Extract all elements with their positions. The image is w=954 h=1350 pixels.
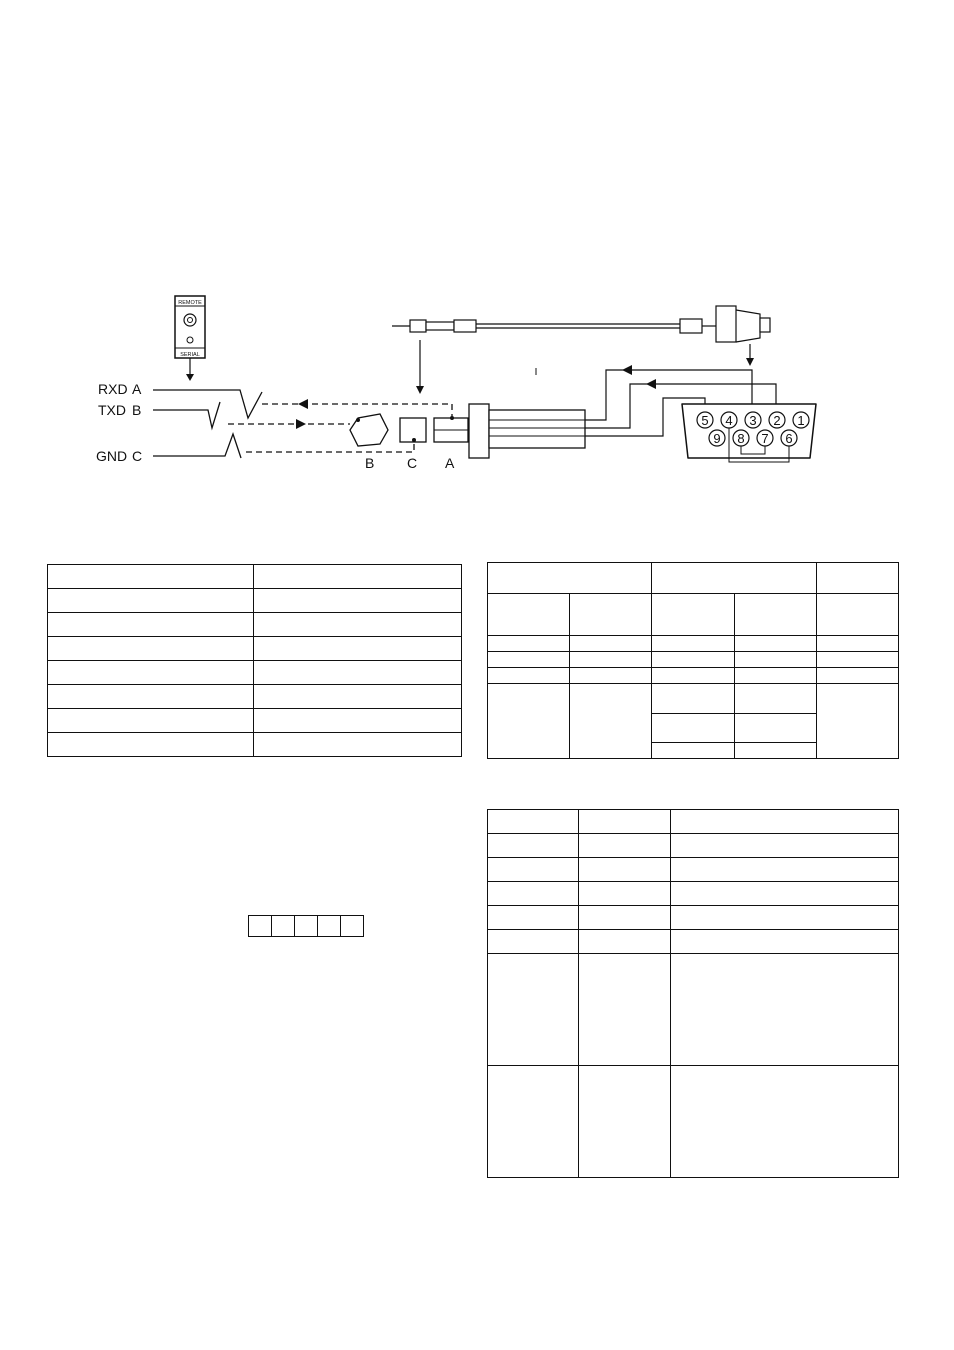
code-boxes [248, 915, 364, 937]
svg-text:8: 8 [737, 431, 745, 446]
arrow-right-icon [296, 419, 306, 429]
panel-bottom-label: SERIAL [180, 352, 200, 358]
svg-text:5: 5 [701, 413, 709, 428]
signal-gnd-label: GND [96, 448, 128, 464]
command-table [487, 809, 899, 1178]
plug-letter-c: C [407, 455, 418, 471]
arrow-down-icon [746, 358, 754, 366]
code-box [249, 916, 272, 936]
plug-letter-a: A [445, 455, 455, 471]
code-box [341, 916, 363, 936]
pin-table [487, 562, 899, 759]
arrow-down-icon [416, 386, 424, 394]
signal-rxd-label: RXD [98, 381, 128, 397]
settings-table [47, 564, 462, 757]
arrow-left-icon [646, 379, 656, 389]
dsub-plug-icon [716, 306, 736, 342]
code-box [295, 916, 318, 936]
signal-rxd-terminal: A [132, 381, 142, 397]
svg-text:9: 9 [713, 431, 721, 446]
wiring-diagram [0, 0, 954, 480]
signal-txd-terminal: B [132, 402, 142, 418]
arrow-down-icon [186, 374, 194, 381]
svg-text:3: 3 [749, 413, 757, 428]
panel-top-label: REMOTE [178, 300, 202, 306]
svg-text:1: 1 [797, 413, 805, 428]
svg-text:7: 7 [761, 431, 769, 446]
plug-letter-b: B [365, 455, 375, 471]
signal-txd-label: TXD [98, 402, 126, 418]
arrow-left-icon [622, 365, 632, 375]
remote-serial-panel [175, 296, 205, 381]
code-box [272, 916, 295, 936]
code-box [318, 916, 341, 936]
arrow-left-icon [298, 399, 308, 409]
plug-collar [469, 404, 489, 458]
cable-assembly [392, 306, 770, 342]
plug-tip-b [350, 414, 388, 446]
plug-body [489, 410, 585, 448]
svg-text:6: 6 [785, 431, 793, 446]
signal-gnd-terminal: C [132, 448, 143, 464]
svg-text:2: 2 [773, 413, 781, 428]
svg-text:4: 4 [725, 413, 733, 428]
db9-connector [682, 404, 816, 462]
